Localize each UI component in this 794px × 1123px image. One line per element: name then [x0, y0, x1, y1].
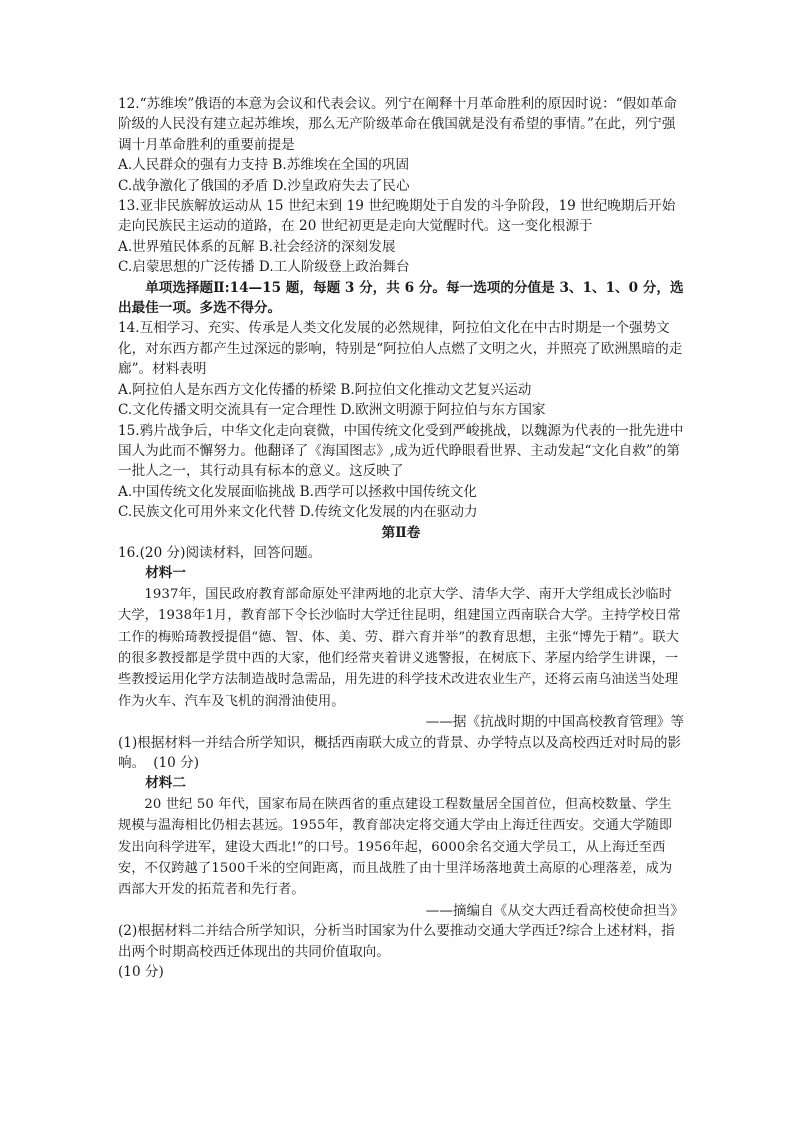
material-1-text: 1937年，国民政府教育部命原处平津两地的北京大学、清华大学、南开大学组成长沙临时大学，1938年1月，教育部下令长沙临时大学迁往昆明，组建国立西南联合大学。主持学校日常工作的梅贻琦教授提倡“德、智、体、美、劳、群六育并举”的教育思想，主张“博先于精”。联大的很多教授都是学贯中西的大家，他们经常夹着讲义逃警报，在树底下、茅屋内给学生讲课，一些教授运用化学方法制造战时急需品，用先进的科学技术改进农业生产，还将云南乌油送当处理作为火车、汽车及飞机的润滑油使用。 [118, 586, 681, 709]
material-2-text: 20 世纪 50 年代，国家布局在陕西省的重点建设工程数量居全国首位，但高校数量、学生规模与温海相比仍相去甚远。1955年，教育部决定将交通大学由上海迁往西安。交通大学随即发出向科学进军，建设大西北!”的口号。1956年起，6000余名交通大学员工，从上海迁至西安，不仅跨越了1500千米的空间距离，而且战胜了由十里洋场落地黄土高原的心理落差，成为西部大开发的拓荒者和先行者。 [118, 796, 673, 898]
question-16-intro: 16.(20 分)阅读材料，回答问题。 [118, 544, 322, 561]
question-14 [118, 318, 684, 420]
exam-page [118, 94, 684, 982]
question-12 [118, 94, 684, 196]
section-2-header: 单项选择题Ⅱ:14—15 题，每题 3 分，共 6 分。每一选项的分值是 3、1、1、0 分，选出最佳一项。多选不得分。 [118, 279, 684, 317]
question-12-options-cd: C.战争激化了俄国的矛盾 D.沙皇政府失去了民心 [118, 177, 410, 194]
sub-question-2-score: (10 分) [118, 964, 164, 981]
material-2-source: ——摘编自《从交大西迁看高校使命担当》 [425, 902, 684, 919]
question-15 [118, 421, 684, 523]
question-15-options-ab: A.中国传统文化发展面临挑战 B.西学可以拯救中国传统文化 [118, 483, 478, 500]
sub-question-1 [118, 733, 684, 774]
sub-question-1-score: (10 分) [153, 755, 200, 771]
sub-question-2: (2)根据材料二并结合所学知识，分析当时国家为什么要推动交通大学西迁?综合上述材料，指出两个时期高校西迁体现出的共同价值取向。 [118, 923, 675, 960]
material-1-source: ——据《抗战时期的中国高校教育管理》等 [425, 714, 684, 731]
question-12-stem: 12.“苏维埃”俄语的本意为会议和代表会议。列宁在阐释十月革命胜利的原因时说：“假如革命阶级的人民没有建立起苏维埃，那么无产阶级革命在俄国就是没有希望的事情。”在此，列宁强调十月革命胜利的重要前提是 [118, 96, 678, 153]
question-12-options-ab: A.人民群众的强有力支持 B.苏维埃在全国的巩固 [118, 157, 410, 174]
question-14-options-cd: C.文化传播文明交流具有一定合理性 D.欧洲文明源于阿拉伯与东方国家 [118, 402, 546, 419]
part-2-title: 第Ⅱ卷 [381, 524, 421, 541]
material-1-label: 材料一 [145, 565, 186, 582]
question-15-options-cd: C.民族文化可用外来文化代替 D.传统文化发展的内在驱动力 [118, 504, 478, 521]
question-13-options-cd: C.启蒙思想的广泛传播 D.工人阶级登上政治舞台 [118, 259, 410, 276]
question-13-options-ab: A.世界殖民体系的瓦解 B.社会经济的深刻发展 [118, 238, 396, 255]
question-14-options-ab: A.阿拉伯人是东西方文化传播的桥梁 B.阿拉伯文化推动文艺复兴运动 [118, 381, 532, 398]
question-16 [118, 543, 684, 983]
material-2-label: 材料二 [145, 775, 186, 792]
question-13 [118, 196, 684, 278]
question-14-stem: 14.互相学习、充实、传承是人类文化发展的必然规律，阿拉伯文化在中古时期是一个强势文化，对东西方都产生过深远的影响，特别是“阿拉伯人点燃了文明之火，并照亮了欧洲黑暗的走廊”。材料表明 [118, 320, 683, 378]
question-13-stem: 13.亚非民族解放运动从 15 世纪末到 19 世纪晚期处于自发的斗争阶段，19 世纪晚期后开始走向民族民主运动的道路，在 20 世纪初更是走向大觉醒时代。这一变化根源于 [118, 198, 676, 235]
question-15-stem: 15.鸦片战争后，中华文化走向衰微，中国传统文化受到严峻挑战，以魏源为代表的一批先进中国人为此而不懈努力。他翻译了《海国图志》,成为近代睁眼看世界、主动发起“文化自救”的第一批人之一，其行动具有标本的意义。这反映了 [118, 422, 684, 480]
sub-question-1-text: (1)根据材料一并结合所学知识，概括西南联大成立的背景、办学特点以及高校西迁对时局的影响。 [118, 734, 682, 771]
